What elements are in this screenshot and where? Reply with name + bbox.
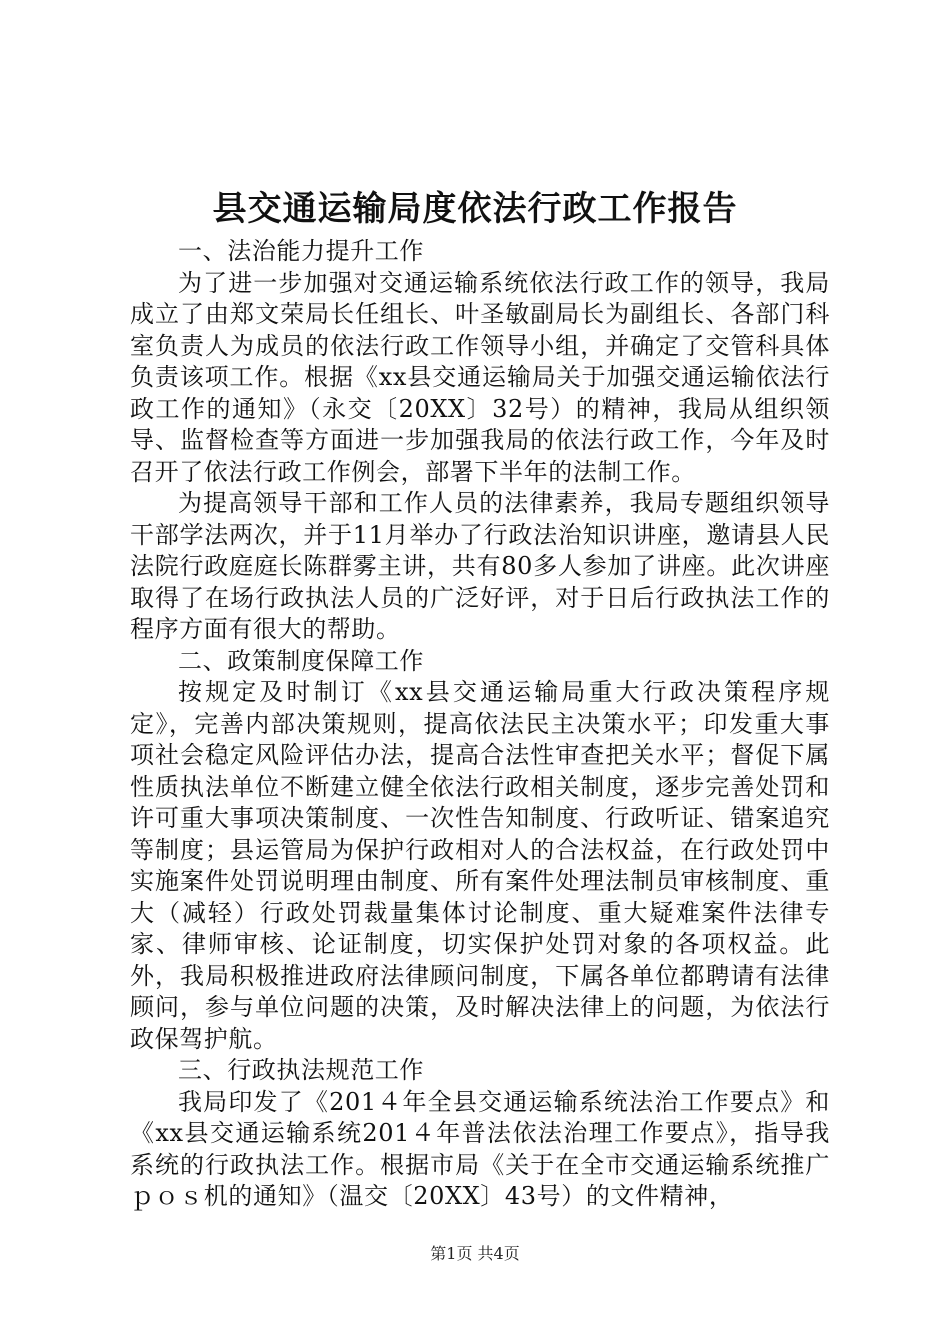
paragraph-1: 为了进一步加强对交通运输系统依法行政工作的领导，我局成立了由郑文荣局长任组长、叶圣敏副局长为副组长、各部门科室负责人为成员的依法行政工作领导小组，并确定了交管科具体负责该项工作。根据《xx县交通运输局关于加强交通运输依法行政工作的通知》（永交〔20XX〕32号）的精神，我局从组织领导、监督检查等方面进一步加强我局的依法行政工作，今年及时召开了依法行政工作例会，部署下半年的法制工作。 [130, 268, 830, 486]
document-title: 县交通运输局度依法行政工作报告 [212, 189, 738, 229]
paragraph-4: 我局印发了《201４年全县交通运输系统法治工作要点》和《xx县交通运输系统201４年普法依法治理工作要点》，指导我系统的行政执法工作。根据市局《关于在全市交通运输系统推广ｐｏｓ机的通知》（温交〔20XX〕43号）的文件精神， [130, 1087, 830, 1210]
section-heading-3: 三、行政执法规范工作 [178, 1056, 424, 1084]
paragraph-3: 按规定及时制订《xx县交通运输局重大行政决策程序规定》，完善内部决策规则，提高依法民主决策水平；印发重大事项社会稳定风险评估办法，提高合法性审查把关水平；督促下属性质执法单位不断建立健全依法行政相关制度，逐步完善处罚和许可重大事项决策制度、一次性告知制度、行政听证、错案追究等制度；县运管局为保护行政相对人的合法权益，在行政处罚中实施案件处罚说明理由制度、所有案件处理法制员审核制度、重大（减轻）行政处罚裁量集体讨论制度、重大疑难案件法律专家、律师审核、论证制度，切实保护处罚对象的各项权益。此外，我局积极推进政府法律顾问制度，下属各单位都聘请有法律顾问，参与单位问题的决策，及时解决法律上的问题，为依法行政保驾护航。 [130, 678, 830, 1053]
section-heading-2: 二、政策制度保障工作 [178, 646, 424, 675]
paragraph-2: 为提高领导干部和工作人员的法律素养，我局专题组织领导干部学法两次，并于11月举办了行政法治知识讲座，邀请县人民法院行政庭庭长陈群雾主讲，共有80多人参加了讲座。此次讲座取得了在场行政执法人员的广泛好评，对于日后行政执法工作的程序方面有很大的帮助。 [130, 489, 830, 643]
section-heading-1: 一、法治能力提升工作 [178, 237, 424, 265]
document-body [130, 236, 830, 1213]
page-footer: 第1页 共4页 [430, 1244, 520, 1263]
